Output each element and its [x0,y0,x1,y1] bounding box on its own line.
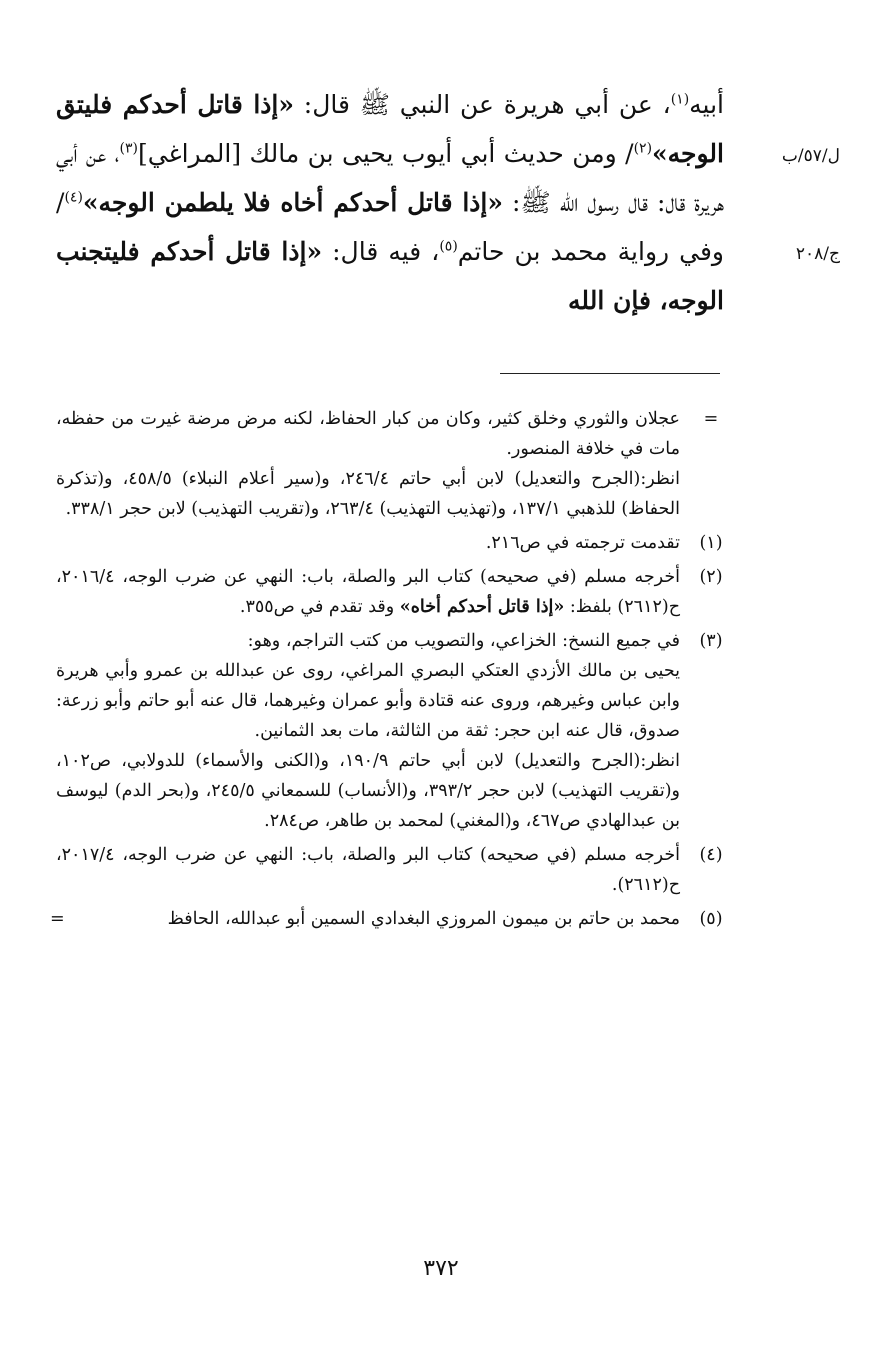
footnote-text: محمد بن حاتم بن ميمون المروزي البغدادي السمين أبو عبدالله، الحافظ [167,909,680,929]
footnote-text: انظر:(الجرح والتعديل) لابن أبي حاتم ١٩٠/٩، و(الكنى والأسماء) للدولابي، ص١٠٢، و(تقريب التهذيب) لابن حجر ٣٩٣/٢، و(الأنساب) للسمعاني ٢٤٥/٥، و(بحر الدم) ليوسف بن عبدالهادي ص٤٦٧، و(المغني) لمحمد بن طاهر، ص٢٨٤. [56,751,680,831]
footnote-text: تقدمت ترجمته في ص٢١٦. [485,533,680,553]
footnote-number: (١) [699,533,723,553]
hadith-quote-2: «إذا قاتل أحدكم أخاه فلا يلطمن الوجه» [82,188,503,217]
text-run: أخرجه مسلم (في صحيحه) كتاب البر والصلة، باب: النهي عن ضرب الوجه، ٢٠١٦/٤، ح(٢٦١٢) بلفظ: [56,567,680,617]
footnote-text: انظر:(الجرح والتعديل) لابن أبي حاتم ٢٤٦/٤، و(سير أعلام النبلاء) ٤٥٨/٥، و(تذكرة الحفاظ) للذهبي ١٣٧/١، و(تهذيب التهذيب) ٢٦٣/٤، و(تقريب التهذيب) لابن حجر ٣٣٨/١. [56,469,680,519]
footnote-number: (٤) [699,845,723,865]
footnote-number: (٥) [699,909,723,929]
footnote-text: في جميع النسخ: الخزاعي، والتصويب من كتب التراجم، وهو: [247,631,680,651]
footnote-3 [56,626,732,836]
hadith-quote-1: «إذا قاتل أحدكم فليتق الوجه» [56,90,724,168]
footnotes-section [50,404,732,938]
footnote-ref-1: (١) [670,91,690,108]
quoted-text: «إذا قاتل أحدكم أخاه» [399,597,565,617]
hadith-quote-3: «إذا قاتل أحدكم فليتجنب الوجه، فإن الله [56,237,724,315]
footnote-ref-5: (٥) [439,238,458,255]
footnote-separator [500,373,720,374]
footnote-number: (٢) [699,567,723,587]
footnote-5 [50,904,732,934]
footnote-continuation [56,404,732,524]
main-paragraph [56,80,724,325]
text-run: ، عن أبي هريرة قال: قال رسول الله ﷺ: [56,139,724,217]
continuation-mark: = [50,909,65,929]
footnote-2 [56,562,732,622]
footnote-text: يحيى بن مالك الأزدي العتكي البصري المراغي، روى عن عبدالله بن عمرو وأبي هريرة وابن عباس وغيرهم، وروى عنه قتادة وأبو عمران وغيرهما، قال عنه أبو حاتم وأبو زرعة: صدوق، قال عنه ابن حجر: ثقة من الثالثة، مات بعد الثمانين. [56,661,680,741]
footnote-ref-3: (٣) [119,140,138,157]
text-run: / ومن حديث أبي أيوب يحيى بن مالك [المراغي] [137,139,634,168]
text-run: أبيه [689,90,725,119]
margin-manuscript-ref-2: ج/٢٠٨ [795,244,840,264]
text-run: ، عن أبي هريرة عن النبي ﷺ قال: [293,90,671,119]
footnote-4 [56,840,732,900]
footnote-text: عجلان والثوري وخلق كثير، وكان من كبار الحفاظ، لكنه مرض مرضة غيرت من حفظه، مات في خلافة المنصور. [56,409,680,459]
footnote-ref-4: (٤) [64,189,83,206]
text-run: ، فيه قال: [322,237,440,266]
text-run: / وفي رواية محمد بن حاتم [56,188,725,266]
footnote-ref-2: (٢) [633,140,653,157]
page-number: ٣٧٢ [423,1256,459,1281]
text-run: وقد تقدم في ص٣٥٥. [239,597,400,617]
footnote-text [56,562,680,622]
footnote-1 [56,528,732,558]
continuation-mark: = [703,409,719,429]
footnote-text: أخرجه مسلم (في صحيحه) كتاب البر والصلة، باب: النهي عن ضرب الوجه، ٢٠١٧/٤، ح(٢٦١٢). [56,845,680,895]
main-text-block [56,80,724,325]
margin-manuscript-ref-1: ل/٥٧/ب [781,146,840,166]
footnote-number: (٣) [699,631,723,651]
